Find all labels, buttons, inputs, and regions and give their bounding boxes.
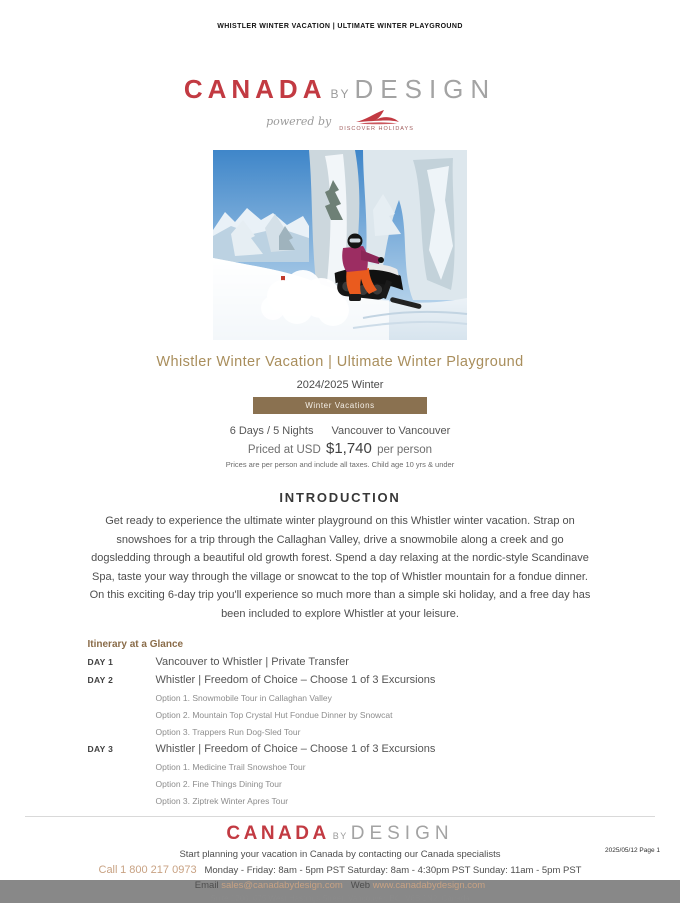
- powered-by-row: [0, 109, 680, 141]
- day-title: Whistler | Freedom of Choice – Choose 1 of 3 Excursions: [155, 674, 436, 686]
- footer-tagline: Start planning your vacation in Canada by contacting our Canada specialists: [179, 849, 501, 860]
- powered-by-label: powered by: [266, 115, 332, 128]
- day-label: DAY 1: [87, 657, 114, 667]
- discover-holidays-name: DISCOVER HOLIDAYS: [339, 126, 414, 132]
- brand-logo: [0, 76, 680, 102]
- trip-route: Vancouver to Vancouver: [331, 425, 451, 437]
- itinerary-option: Option 2. Mountain Top Crystal Hut Fondue Dinner by Snowcat: [155, 710, 393, 720]
- itinerary-option: Option 3. Trappers Run Dog-Sled Tour: [155, 727, 301, 737]
- email-link[interactable]: sales@canadabydesign.com: [221, 880, 343, 891]
- footer-brand-connector: BY: [332, 831, 348, 841]
- footer-brand-logo: [0, 824, 680, 843]
- trip-title: Whistler Winter Vacation | Ultimate Winter Playground: [156, 354, 524, 370]
- trip-duration: 6 Days / 5 Nights: [229, 425, 314, 437]
- page-footnote: 2025/05/12 Page 1: [605, 847, 660, 854]
- day-label: DAY 3: [87, 744, 114, 754]
- day-title: Whistler | Freedom of Choice – Choose 1 of 3 Excursions: [155, 743, 436, 755]
- itinerary-day-row: [88, 674, 593, 686]
- hero-photo-snowmobile: [213, 150, 467, 340]
- call-label: Call: [98, 864, 118, 876]
- footer-contact-line: [0, 880, 680, 891]
- office-address: Suite 1200, 675 West Hastings Street, Vancouver, BC, V6B 1N2, Canada: [210, 894, 470, 903]
- discover-holidays-logo: [339, 109, 414, 132]
- itinerary-section: [88, 639, 593, 806]
- itinerary-heading: Itinerary at a Glance: [87, 639, 184, 650]
- web-link[interactable]: www.canadabydesign.com: [372, 880, 486, 891]
- category-badge: Winter Vacations: [253, 397, 427, 414]
- itinerary-option: Option 2. Fine Things Dining Tour: [155, 779, 282, 789]
- footer-call-line: [0, 864, 680, 876]
- email-label: Email: [194, 880, 219, 891]
- day-title: Vancouver to Whistler | Private Transfer: [155, 656, 349, 668]
- price-prefix: Priced at USD: [247, 444, 321, 456]
- document-header-title: WHISTLER WINTER VACATION | ULTIMATE WINTER PLAYGROUND: [217, 23, 463, 30]
- footer-brand-primary: CANADA: [226, 823, 330, 844]
- brand-connector: BY: [330, 87, 351, 101]
- footer-divider: [25, 816, 655, 817]
- phone-number[interactable]: 1 800 217 0973: [120, 864, 197, 876]
- introduction-heading: INTRODUCTION: [279, 490, 401, 505]
- itinerary-day-row: [88, 656, 593, 668]
- day-label: DAY 2: [87, 675, 114, 685]
- web-label: Web: [350, 880, 371, 891]
- badge-row: [0, 395, 680, 414]
- brand-primary: CANADA: [183, 74, 327, 104]
- trip-duration-line: [0, 425, 680, 437]
- itinerary-option: Option 1. Medicine Trail Snowshoe Tour: [155, 762, 306, 772]
- office-hours: Monday - Friday: 8am - 5pm PST Saturday: 8am - 4:30pm PST Sunday: 11am - 5pm PST: [204, 865, 582, 876]
- introduction-body: Get ready to experience the ultimate winter playground on this Whistler winter vacation. Strap on snowshoes for a trip through the Callaghan Valley, drive a snowmobile along a creek and go dogsledding through a beautiful old growth forest. Spend a day relaxing at the nordic-style Scandinave Spa, taste your way through the village or snowcat to the top of Whistler mountain for a fondue dinner. On this exciting 6-day trip you'll experience so much more than a simple ski holiday, and a free day has been included to explore Whistler at your leisure.: [89, 515, 591, 620]
- itinerary-option: Option 1. Snowmobile Tour in Callaghan Valley: [155, 693, 332, 703]
- brand-secondary: DESIGN: [354, 74, 497, 104]
- footer-brand-secondary: DESIGN: [350, 823, 454, 844]
- price-value: $1,740: [325, 440, 372, 457]
- trip-season: 2024/2025 Winter: [296, 379, 384, 391]
- itinerary-day-row: [88, 743, 593, 755]
- itinerary-option: Option 3. Ziptrek Winter Apres Tour: [155, 796, 289, 806]
- price-note: Prices are per person and include all taxes. Child age 10 yrs & under: [225, 460, 455, 469]
- price-suffix: per person: [377, 444, 433, 456]
- discover-holidays-swoosh-icon: [353, 109, 401, 125]
- price-line: [0, 440, 680, 457]
